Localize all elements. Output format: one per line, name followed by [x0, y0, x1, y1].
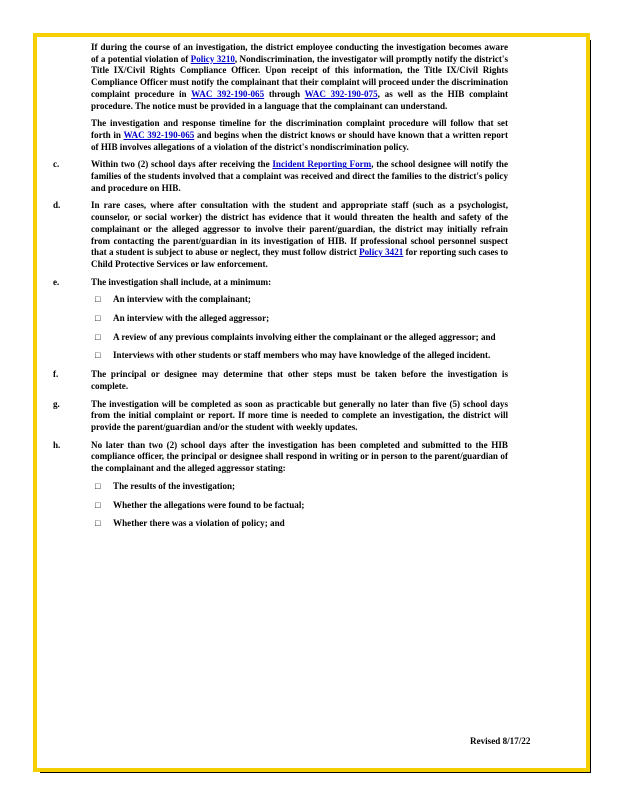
checkbox-icon: □ — [95, 499, 101, 510]
incident-reporting-form-link[interactable]: Incident Reporting Form — [272, 159, 372, 170]
response-bullets — [91, 481, 508, 530]
bullet-item: □ Whether there was a violation of policy; and — [95, 518, 285, 529]
wac-392-190-065-link-2[interactable]: WAC 392-190-065 — [123, 129, 195, 140]
revision-footer: Revised 8/17/22 — [470, 736, 531, 746]
bullet-item: □ A review of any previous complaints involving either the complainant or the alleged aggressor; and — [95, 331, 496, 342]
list-item-g: g. The investigation will be completed as soon as practicable but generally no later than five (5) school days from the initial complaint or report. If more time is needed to complete an investigation, the district will provide the parent/guardian and/or the student with weekly updates. — [53, 398, 508, 432]
policy-3210-link[interactable]: Policy 3210 — [190, 53, 235, 64]
checkbox-icon: □ — [95, 331, 101, 342]
checkbox-icon: □ — [95, 313, 101, 324]
list-item-c: c. Within two (2) school days after receiving the Incident Reporting Form, the school designee will notify the families of the students involved that a complaint was received and direct the families to the district's policy and procedure on HIB. — [53, 159, 508, 193]
bullet-item: □ The results of the investigation; — [95, 480, 236, 491]
list-item-d: d. In rare cases, where after consultation with the student and appropriate staff (such as a psychologist, counselor, or social worker) the district has evidence that it would threaten the health and safety of the complainant or the alleged aggressor to involve their parent/guardian, the district may initially refrain from contacting the parent/guardian in its investigation of HIB. If professional school personnel suspect that a student is subject to abuse or neglect, they must follow district Policy 3421 for reporting such cases to Child Protective Services or law enforcement. — [53, 200, 509, 269]
document-body — [53, 42, 508, 537]
bullet-item: □ An interview with the alleged aggressor; — [95, 313, 270, 324]
investigation-bullets — [91, 294, 508, 362]
bullet-item: □ An interview with the complainant; — [95, 294, 251, 305]
list-item-e: e. The investigation shall include, at a minimum: — [53, 276, 272, 287]
list-item-f: f. The principal or designee may determine that other steps must be taken before the investigation is complete. — [53, 369, 508, 391]
list-item-h: h. No later than two (2) school days after the investigation has been completed and submitted to the HIB compliance officer, the principal or designee shall respond in writing or in person to the parent/guardian of the complainant and the alleged aggressor stating: — [53, 439, 508, 474]
checkbox-icon: □ — [95, 350, 101, 361]
wac-392-190-075-link[interactable]: WAC 392-190-075 — [304, 88, 378, 99]
list-marker: d. — [53, 200, 61, 211]
list-marker: e. — [53, 276, 60, 287]
list-marker: c. — [53, 159, 60, 170]
intro-paragraph-1: If during the course of an investigation, the district employee conducting the investigation becomes aware of a potential violation of Policy 3210, Nondiscrimination, the investigator will promptly notify the district's Title IX/Civil Rights Compliance Officer. Upon receipt of this information, the Title IX/Civil Rights Compliance Officer must notify the complainant that their complaint will proceed under the discrimination complaint procedure in WAC 392-190-065 through WAC 392-190-075, as well as the HIB complaint procedure. The notice must be provided in a language that the complainant can understand. — [91, 42, 508, 111]
checkbox-icon: □ — [95, 294, 101, 305]
bullet-item: □ Interviews with other students or staff members who may have knowledge of the alleged incident. — [95, 350, 491, 361]
bullet-item: □ Whether the allegations were found to be factual; — [95, 499, 305, 510]
list-marker: f. — [53, 369, 59, 380]
wac-392-190-065-link[interactable]: WAC 392-190-065 — [191, 88, 265, 99]
list-marker: h. — [53, 439, 61, 450]
intro-paragraph-2: The investigation and response timeline for the discrimination complaint procedure will follow that set forth in WAC 392-190-065 and begins when the district knows or should have known that a written report of HIB involves allegations of a violation of the district's nondiscrimination policy. — [91, 118, 508, 152]
checkbox-icon: □ — [95, 480, 101, 491]
checkbox-icon: □ — [95, 518, 101, 529]
policy-3421-link[interactable]: Policy 3421 — [359, 247, 404, 258]
list-marker: g. — [53, 398, 60, 409]
